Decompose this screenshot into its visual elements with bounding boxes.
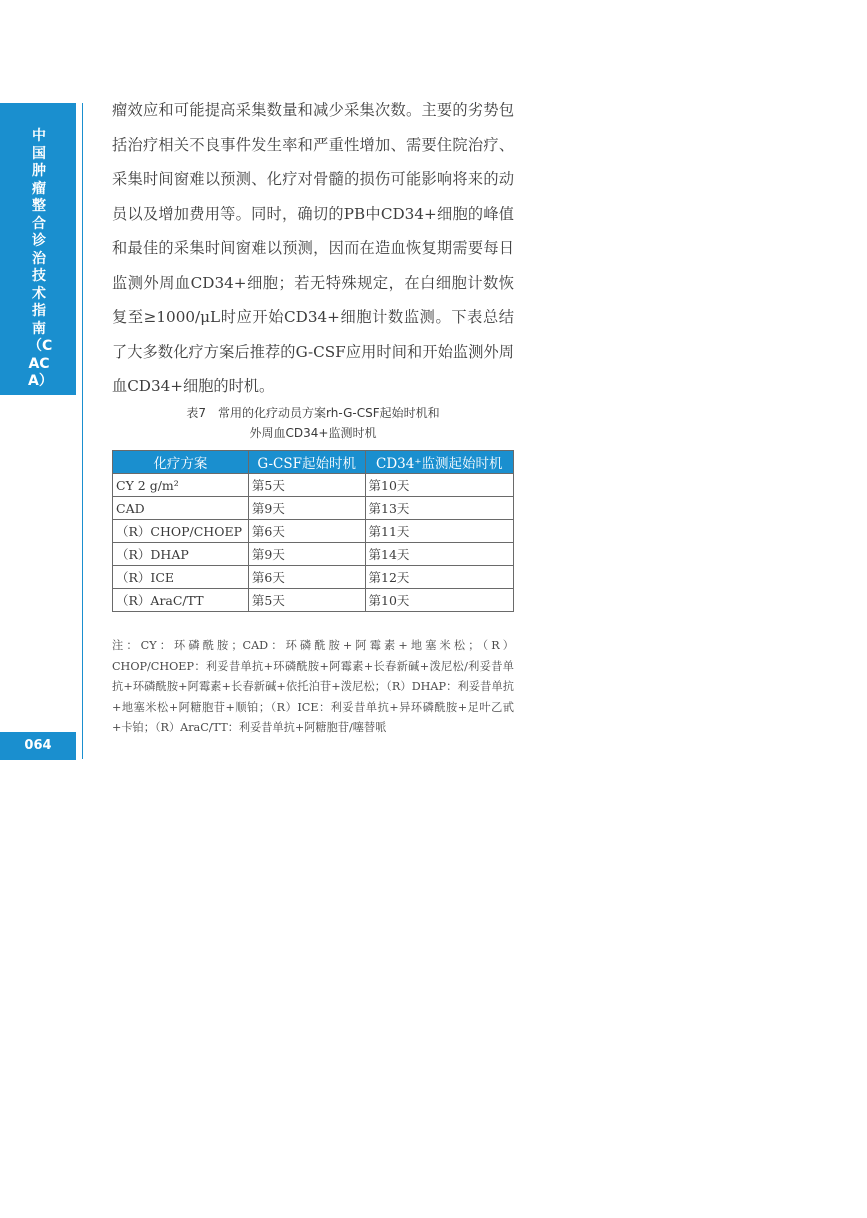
table-footnote: 注：CY：环磷酰胺；CAD：环磷酰胺+阿霉素+地塞米松；（R）CHOP/CHOEP：利妥昔单抗+环磷酰胺+阿霉素+长春新碱+泼尼松/利妥昔单抗+环磷酰胺+阿霉素+长春新碱+依托泊苷+泼尼松；（R）DHAP：利妥昔单抗+地塞米松+阿糖胞苷+顺铂；（R）ICE：利妥昔单抗+异环磷酰胺+足叶乙甙+卡铂；（R）AraC/TT：利妥昔单抗+阿糖胞苷/噻替哌 bbox=[112, 639, 514, 734]
book-title-vertical: 中国肿瘤整合诊治技术指南（CACA） bbox=[28, 128, 53, 389]
margin-rule bbox=[82, 103, 83, 759]
cell-regimen: CAD bbox=[113, 497, 249, 520]
table-row bbox=[113, 497, 514, 520]
cell-cd34-day: 第12天 bbox=[365, 566, 514, 589]
header-regimen: 化疗方案 bbox=[113, 451, 249, 474]
cell-gcsf-day: 第9天 bbox=[248, 543, 365, 566]
body-paragraph: 瘤效应和可能提高采集数量和减少采集次数。主要的劣势包括治疗相关不良事件发生率和严重性增加、需要住院治疗、采集时间窗难以预测、化疗对骨髓的损伤可能影响将来的动员以及增加费用等。同时，确切的PB中CD34+细胞的峰值和最佳的采集时间窗难以预测，因而在造血恢复期需要每日监测外周血CD34+细胞；若无特殊规定，在白细胞计数恢复至≥1000/μL时应开始CD34+细胞计数监测。下表总结了大多数化疗方案后推荐的G-CSF应用时间和开始监测外周血CD34+细胞的时机。 bbox=[112, 101, 514, 395]
cell-regimen: （R）AraC/TT bbox=[113, 589, 249, 612]
header-cd34-start: CD34⁺监测起始时机 bbox=[365, 451, 514, 474]
table-caption-line-1: 表7 常用的化疗动员方案rh-G-CSF起始时机和 bbox=[186, 406, 440, 420]
table-row bbox=[113, 589, 514, 612]
cell-cd34-day: 第11天 bbox=[365, 520, 514, 543]
cell-regimen: （R）DHAP bbox=[113, 543, 249, 566]
cell-cd34-day: 第10天 bbox=[365, 474, 514, 497]
regimen-table bbox=[112, 450, 514, 612]
cell-regimen: CY 2 g/m² bbox=[113, 474, 249, 497]
table-row bbox=[113, 474, 514, 497]
cell-regimen: （R）ICE bbox=[113, 566, 249, 589]
table-row bbox=[113, 566, 514, 589]
table-caption-line-2: 外周血CD34+监测时机 bbox=[249, 426, 377, 440]
table-caption bbox=[112, 403, 514, 443]
cell-regimen: （R）CHOP/CHOEP bbox=[113, 520, 249, 543]
table-row bbox=[113, 520, 514, 543]
table-header-row bbox=[113, 451, 514, 474]
cell-cd34-day: 第13天 bbox=[365, 497, 514, 520]
cell-gcsf-day: 第6天 bbox=[248, 520, 365, 543]
cell-gcsf-day: 第6天 bbox=[248, 566, 365, 589]
table-row bbox=[113, 543, 514, 566]
cell-gcsf-day: 第5天 bbox=[248, 589, 365, 612]
page-number: 064 bbox=[24, 738, 52, 753]
cell-gcsf-day: 第9天 bbox=[248, 497, 365, 520]
cell-cd34-day: 第10天 bbox=[365, 589, 514, 612]
cell-gcsf-day: 第5天 bbox=[248, 474, 365, 497]
cell-cd34-day: 第14天 bbox=[365, 543, 514, 566]
header-gcsf-start: G-CSF起始时机 bbox=[248, 451, 365, 474]
